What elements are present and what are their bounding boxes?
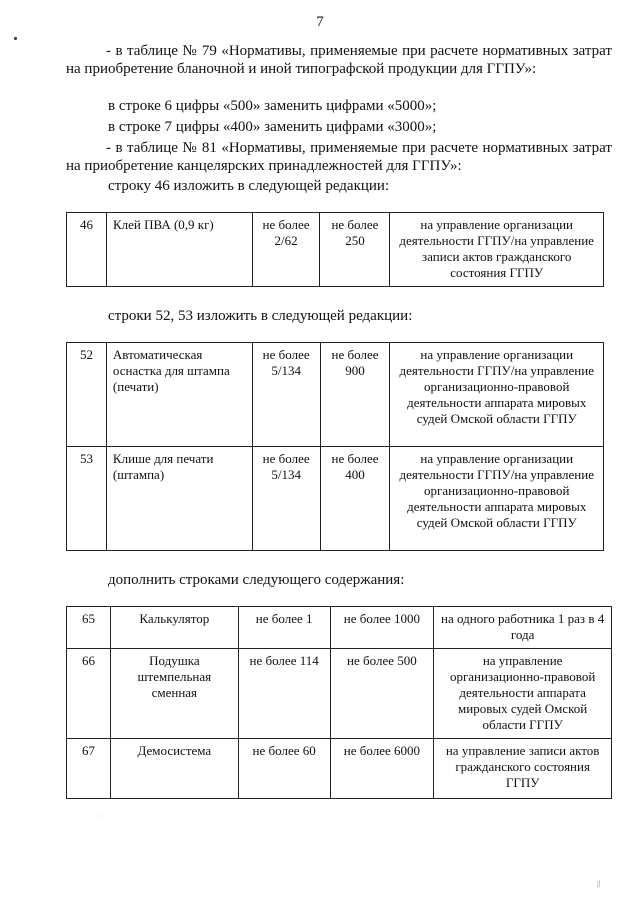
- item-name: Демосистема: [110, 739, 238, 799]
- quantity: не более 114: [238, 649, 330, 739]
- price: не более 250: [320, 213, 390, 287]
- item-name: Клей ПВА (0,9 кг): [106, 213, 252, 287]
- row-number: 53: [67, 447, 107, 551]
- table-row: [67, 607, 612, 649]
- quantity: не более 5/134: [252, 447, 320, 551]
- table-row: [67, 213, 604, 287]
- note: на управление организационно-правовой деятельности аппарата мировых судей Омской области ГГПУ: [434, 649, 612, 739]
- row-number: 66: [67, 649, 111, 739]
- table-row-46: [66, 212, 604, 287]
- paragraph-table-81-text: - в таблице № 81 «Нормативы, применяемые при расчете нормативных затрат на приобретение канцелярских принадлежностей для ГГПУ»:: [66, 140, 612, 174]
- table-row: [67, 649, 612, 739]
- paragraph-rows-52-53: строки 52, 53 изложить в следующей редакции:: [108, 308, 413, 324]
- item-name: Автоматическая оснастка для штампа (печати): [106, 343, 252, 447]
- scan-speck: ·: [100, 812, 103, 821]
- row-number: 46: [67, 213, 107, 287]
- note: на управление организации деятельности ГГПУ/на управление организационно-правовой деятельности аппарата мировых судей Омской области ГГПУ: [390, 447, 604, 551]
- paragraph-row-7: в строке 7 цифры «400» заменить цифрами «3000»;: [108, 119, 437, 135]
- table-rows-65-67: [66, 606, 612, 799]
- scan-dot: [14, 37, 17, 40]
- item-name: Клише для печати (штампа): [106, 447, 252, 551]
- item-name: Калькулятор: [110, 607, 238, 649]
- table-row: [67, 739, 612, 799]
- price: не более 400: [320, 447, 390, 551]
- row-number: 52: [67, 343, 107, 447]
- price: не более 6000: [330, 739, 434, 799]
- item-name: Подушка штемпельная сменная: [110, 649, 238, 739]
- quantity: не более 60: [238, 739, 330, 799]
- paragraph-table-79-text: - в таблице № 79 «Нормативы, применяемые при расчете нормативных затрат на приобретение бланочной и иной типографской продукции для ГГПУ»:: [66, 43, 612, 77]
- quantity: не более 1: [238, 607, 330, 649]
- paragraph-table-79: [66, 42, 612, 78]
- note: на управление записи актов гражданского состояния ГГПУ: [434, 739, 612, 799]
- paragraph-row-46: строку 46 изложить в следующей редакции:: [108, 178, 390, 194]
- row-number: 65: [67, 607, 111, 649]
- table-rows-52-53: [66, 342, 604, 551]
- price: не более 1000: [330, 607, 434, 649]
- table-row: [67, 447, 604, 551]
- note: на управление организации деятельности ГГПУ/на управление организационно-правовой деятельности аппарата мировых судей Омской области ГГПУ: [390, 343, 604, 447]
- price: не более 500: [330, 649, 434, 739]
- quantity: не более 5/134: [252, 343, 320, 447]
- note: на одного работника 1 раз в 4 года: [434, 607, 612, 649]
- paragraph-row-6: в строке 6 цифры «500» заменить цифрами «5000»;: [108, 98, 437, 114]
- quantity: не более 2/62: [252, 213, 320, 287]
- page-number: 7: [316, 14, 324, 30]
- paragraph-add-rows: дополнить строками следующего содержания:: [108, 572, 405, 588]
- note: на управление организации деятельности ГГПУ/на управление записи актов гражданского состояния ГГПУ: [390, 213, 604, 287]
- scan-mark: ⁄⁄: [594, 879, 603, 889]
- row-number: 67: [67, 739, 111, 799]
- paragraph-table-81: [66, 139, 612, 175]
- table-row: [67, 343, 604, 447]
- price: не более 900: [320, 343, 390, 447]
